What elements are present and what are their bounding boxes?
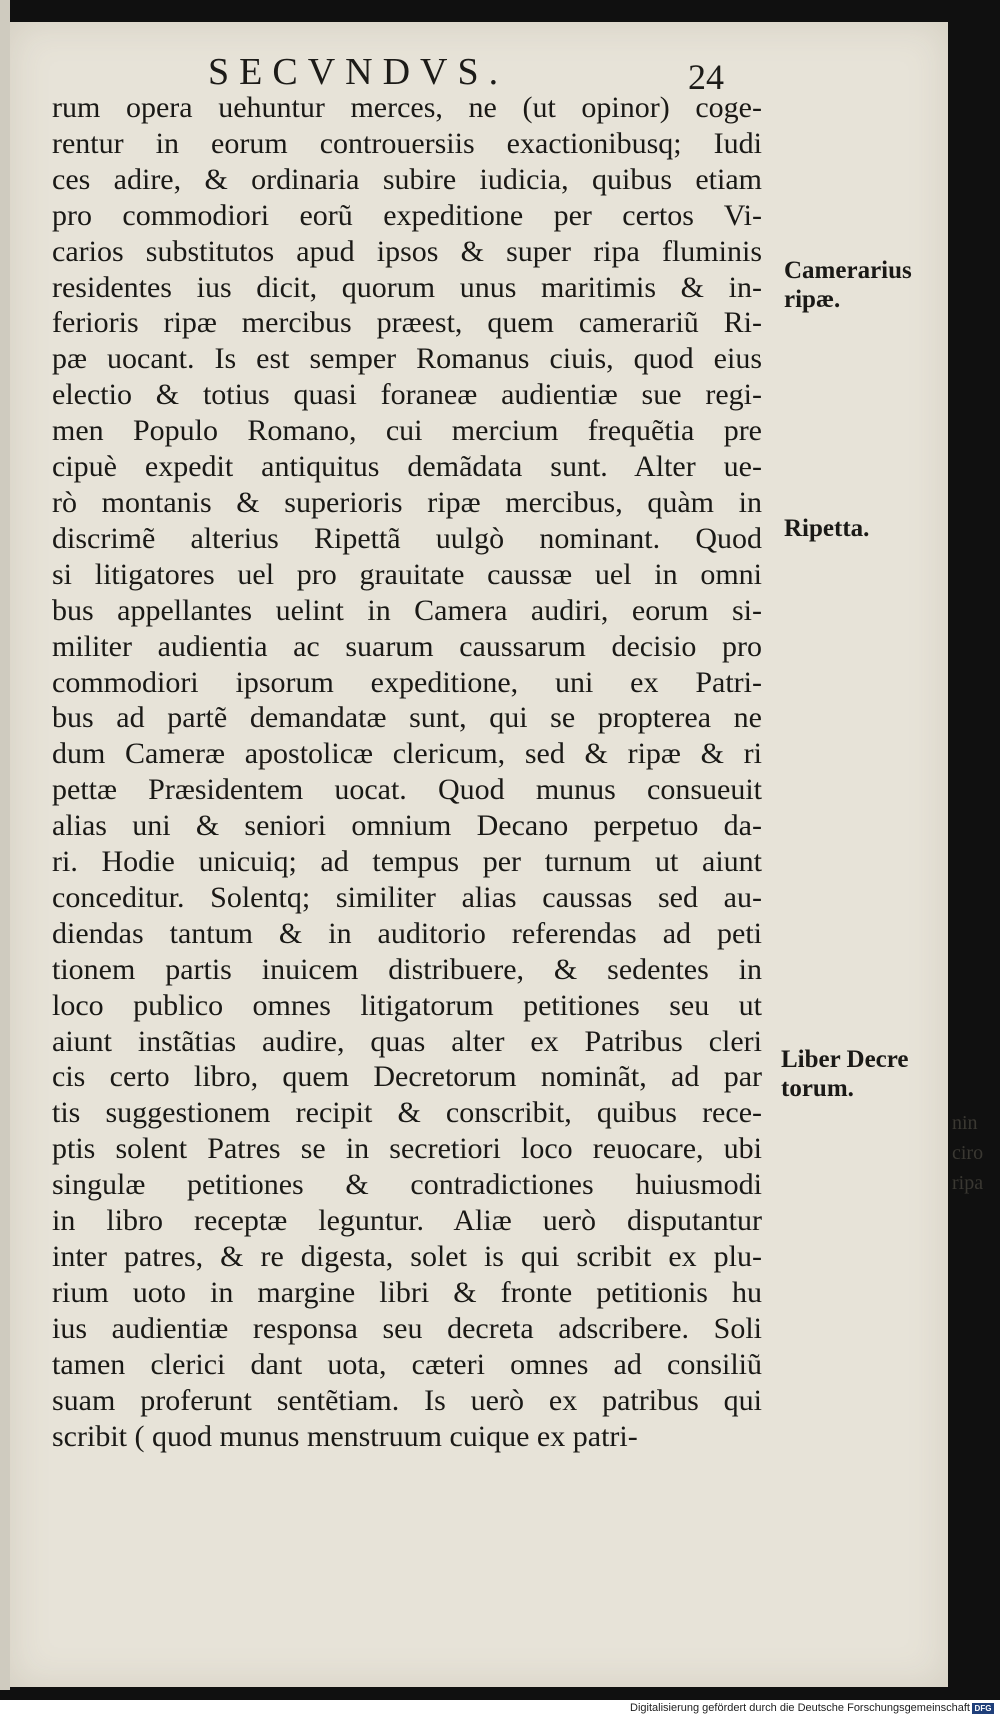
- text-line: bus ad partẽ demandatæ sunt, qui se propterea ne: [52, 701, 762, 735]
- text-line: bus appellantes uelint in Camera audiri, eorum si-: [52, 593, 762, 627]
- text-line: discrimẽ alterius Ripettã uulgò nominant. Quod: [52, 521, 762, 555]
- margin-note-camerarius: [784, 256, 912, 314]
- text-line: inter patres, & re digesta, solet is qui scribit ex plu-: [52, 1240, 762, 1273]
- text-line: ferioris ripæ mercibus præest, quem camerariũ Ri-: [52, 306, 762, 340]
- text-line: carios substitutos apud ipsos & super ripa fluminis: [52, 234, 762, 268]
- text-line: ius audientiæ responsa seu decreta adscribere. Soli: [52, 1311, 762, 1345]
- body-text: [52, 90, 762, 1454]
- text-line: rentur in eorum controuersiis exactionibusq; Iudi: [52, 126, 762, 160]
- dfg-logo: DFG: [972, 1703, 994, 1714]
- running-head: SECVNDVS.: [208, 51, 509, 93]
- text-line: ri. Hodie unicuiq; ad tempus per turnum ut aiunt: [52, 845, 762, 879]
- text-line: cis certo libro, quem Decretorum nominãt, ad par: [52, 1060, 762, 1094]
- text-line: dum Cameræ apostolicæ clericum, sed & ripæ & ri: [52, 737, 762, 771]
- text-line: tionem partis inuicem distribuere, & sedentes in: [52, 952, 762, 986]
- adjacent-page-edge: [0, 0, 10, 1690]
- text-line: rum opera uehuntur merces, ne (ut opinor) coge-: [52, 91, 762, 124]
- text-line: suam proferunt sentẽtiam. Is uerò ex patribus qui: [52, 1383, 762, 1417]
- bleed-line: nin: [952, 1112, 978, 1134]
- margin-note-line: Camerarius: [784, 257, 912, 284]
- text-line: militer audientia ac suarum caussarum decisio pro: [52, 629, 762, 663]
- text-line: commodiori ipsorum expeditione, uni ex Patri-: [52, 665, 762, 699]
- text-line: rò montanis & superioris ripæ mercibus, quàm in: [52, 485, 762, 519]
- bleed-line: ciro: [952, 1142, 984, 1164]
- text-line: aiunt instãtias audire, quas alter ex Patribus cleri: [52, 1024, 762, 1058]
- bleed-through-text: [952, 1108, 1000, 1218]
- text-line: pettæ Præsidentem uocat. Quod munus consueuit: [52, 773, 762, 807]
- margin-note-line: Liber Decre: [781, 1046, 909, 1073]
- margin-note-line: Ripetta.: [784, 515, 870, 542]
- funding-credit: Digitalisierung gefördert durch die Deutsche Forschungsgemeinschaft: [630, 1702, 970, 1714]
- text-line: diendas tantum & in auditorio referendas ad peti: [52, 916, 762, 950]
- text-line: electio & totius quasi foraneæ audientiæ sue regi-: [52, 378, 762, 412]
- text-line: scribit ( quod munus menstruum cuique ex patri-: [52, 1419, 638, 1453]
- text-line: ces adire, & ordinaria subire iudicia, quibus etiam: [52, 162, 762, 196]
- text-line: pro commodiori eorũ expeditione per certos Vi-: [52, 198, 762, 232]
- text-line: singulæ petitiones & contradictiones huiusmodi: [52, 1168, 762, 1202]
- margin-note-ripetta: [784, 514, 869, 543]
- margin-note-line: torum.: [781, 1075, 854, 1102]
- text-line: men Populo Romano, cui mercium frequẽtia pre: [52, 414, 762, 448]
- text-line: ptis solent Patres se in secretiori loco reuocare, ubi: [52, 1132, 762, 1166]
- page-number: 24: [688, 57, 724, 97]
- margin-note-line: ripæ.: [784, 286, 841, 313]
- text-line: in libro receptæ leguntur. Aliæ uerò disputantur: [52, 1204, 762, 1238]
- text-line: residentes ius dicit, quorum unus maritimis & in-: [52, 270, 762, 304]
- text-line: alias uni & seniori omnium Decano perpetuo da-: [52, 809, 762, 843]
- text-line: rium uoto in margine libri & fronte petitionis hu: [52, 1275, 762, 1309]
- text-line: loco publico omnes litigatorum petitiones seu ut: [52, 988, 762, 1022]
- text-line: cipuè expedit antiquitus demãdata sunt. Alter ue-: [52, 450, 762, 484]
- bleed-line: ripa: [952, 1172, 984, 1194]
- text-line: tis suggestionem recipit & conscribit, quibus rece-: [52, 1096, 762, 1130]
- text-line: si litigatores uel pro grauitate caussæ uel in omni: [52, 557, 762, 591]
- margin-note-liber-decretorum: [781, 1045, 909, 1103]
- text-line: tamen clerici dant uota, cæteri omnes ad consiliũ: [52, 1347, 762, 1381]
- text-line: conceditur. Solentq; similiter alias caussas sed au-: [52, 880, 762, 914]
- text-line: pæ uocant. Is est semper Romanus ciuis, quod eius: [52, 342, 762, 376]
